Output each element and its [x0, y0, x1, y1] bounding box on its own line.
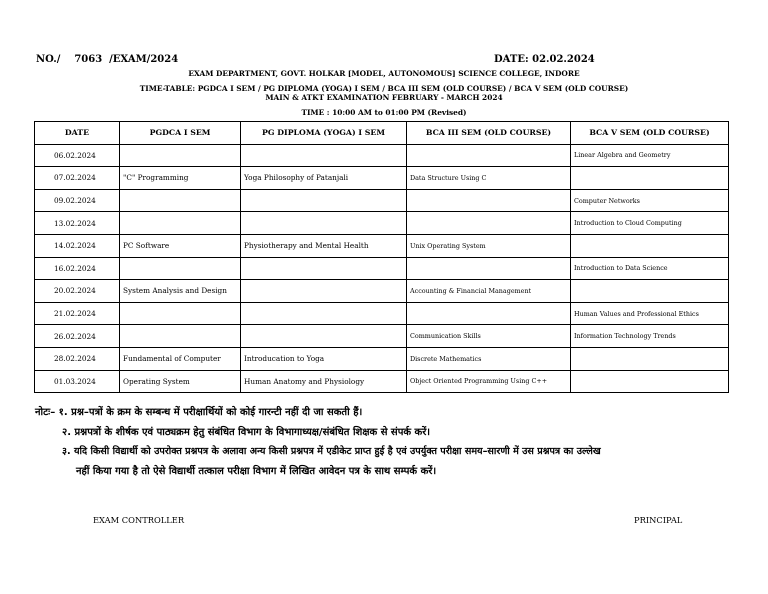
date-cell: 09.02.2024: [35, 189, 120, 212]
exam-time: TIME : 10:00 AM to 01:00 PM (Revised): [301, 108, 467, 117]
date-cell: 28.02.2024: [35, 347, 120, 370]
date-cell: 13.02.2024: [35, 212, 120, 235]
date-cell: 14.02.2024: [35, 234, 120, 257]
table-row: [35, 189, 729, 212]
pgdca-cell: [120, 325, 241, 348]
date-cell: 21.02.2024: [35, 302, 120, 325]
pgdca-cell: Operating System: [120, 370, 241, 393]
date-cell: 16.02.2024: [35, 257, 120, 280]
bca3-cell: Accounting & Financial Management: [407, 280, 571, 303]
timetable-title: TIME-TABLE: PGDCA I SEM / PG DIPLOMA (YOGA) I SEM / BCA III SEM (OLD COURSE) / BCA V SEM (OLD COURSE): [139, 84, 629, 93]
timetable: [34, 121, 729, 393]
bca3-cell: Data Structure Using C: [407, 167, 571, 190]
bca3-cell: [407, 144, 571, 167]
note-line-3: ३. यदि किसी विद्यार्थी को उपरोक्त प्रश्नपत्र के अलावा अन्य किसी प्रश्नपत्र में एडीकेट प्राप्त हुई है एवं उपर्युक्त परीक्षा समय–सारणी में उस प्रश्नपत्र का उल्लेख: [62, 446, 601, 457]
pgdca-cell: [120, 302, 241, 325]
table-row: [35, 212, 729, 235]
reference-number: NO./ 7063 /EXAM/2024: [36, 54, 179, 65]
bca5-cell: [571, 234, 729, 257]
yoga-cell: Introducation to Yoga: [241, 347, 407, 370]
table-row: [35, 257, 729, 280]
bca5-cell: [571, 167, 729, 190]
date-cell: 07.02.2024: [35, 167, 120, 190]
pgdca-cell: [120, 257, 241, 280]
examination-title: MAIN & ATKT EXAMINATION FEBRUARY - MARCH 2024: [265, 93, 503, 102]
pgdca-cell: [120, 212, 241, 235]
table-row: [35, 347, 729, 370]
bca5-cell: [571, 347, 729, 370]
yoga-cell: [241, 280, 407, 303]
date-cell: 26.02.2024: [35, 325, 120, 348]
pgdca-cell: [120, 144, 241, 167]
bca5-cell: Introduction to Cloud Computing: [571, 212, 729, 235]
column-header: DATE: [35, 122, 120, 145]
pgdca-cell: Fundamental of Computer: [120, 347, 241, 370]
exam-controller-signature: EXAM CONTROLLER: [93, 515, 185, 525]
bca5-cell: Introduction to Data Science: [571, 257, 729, 280]
pgdca-cell: PC Software: [120, 234, 241, 257]
department-title: EXAM DEPARTMENT, GOVT. HOLKAR [MODEL, AUTONOMOUS] SCIENCE COLLEGE, INDORE: [188, 69, 580, 78]
yoga-cell: [241, 302, 407, 325]
bca3-cell: [407, 302, 571, 325]
table-row: [35, 167, 729, 190]
document-date: DATE: 02.02.2024: [494, 54, 595, 65]
bca5-cell: [571, 280, 729, 303]
bca5-cell: Information Technology Trends: [571, 325, 729, 348]
column-header: BCA III SEM (OLD COURSE): [407, 122, 571, 145]
bca5-cell: Human Values and Professional Ethics: [571, 302, 729, 325]
bca3-cell: Discrete Mathematics: [407, 347, 571, 370]
table-row: [35, 370, 729, 393]
bca3-cell: Unix Operating System: [407, 234, 571, 257]
table-header-row: [35, 122, 729, 145]
pgdca-cell: System Analysis and Design: [120, 280, 241, 303]
bca3-cell: Object Oriented Programming Using C++: [407, 370, 571, 393]
note-line-1: नोटः– १. प्रश्न–पत्रों के क्रम के सम्बन्ध में परीक्षार्थियों को कोई गारन्टी नहीं दी जा सकती हैं।: [35, 407, 363, 418]
date-cell: 06.02.2024: [35, 144, 120, 167]
yoga-cell: [241, 257, 407, 280]
date-cell: 20.02.2024: [35, 280, 120, 303]
table-row: [35, 325, 729, 348]
bca3-cell: [407, 212, 571, 235]
column-header: BCA V SEM (OLD COURSE): [571, 122, 729, 145]
yoga-cell: [241, 212, 407, 235]
date-cell: 01.03.2024: [35, 370, 120, 393]
pgdca-cell: [120, 189, 241, 212]
yoga-cell: Physiotherapy and Mental Health: [241, 234, 407, 257]
note-line-2: २. प्रश्नपत्रों के शीर्षक एवं पाठ्यक्रम हेतु संबंधित विभाग के विभागाध्यक्ष/संबंधित शिक्षक से संपर्क करें।: [62, 427, 431, 438]
pgdca-cell: "C" Programming: [120, 167, 241, 190]
table-row: [35, 234, 729, 257]
bca5-cell: Computer Networks: [571, 189, 729, 212]
column-header: PG DIPLOMA (YOGA) I SEM: [241, 122, 407, 145]
yoga-cell: [241, 144, 407, 167]
bca5-cell: Linear Algebra and Geometry: [571, 144, 729, 167]
principal-signature: PRINCIPAL: [634, 515, 683, 525]
yoga-cell: Human Anatomy and Physiology: [241, 370, 407, 393]
bca3-cell: [407, 189, 571, 212]
bca3-cell: [407, 257, 571, 280]
yoga-cell: [241, 189, 407, 212]
yoga-cell: [241, 325, 407, 348]
bca5-cell: [571, 370, 729, 393]
table-row: [35, 144, 729, 167]
table-row: [35, 302, 729, 325]
yoga-cell: Yoga Philosophy of Patanjali: [241, 167, 407, 190]
note-line-4: नहीं किया गया है तो ऐसे विद्यार्थी तत्काल परीक्षा विभाग में लिखित आवेदन पत्र के साथ सम्पर्क करें।: [76, 466, 437, 477]
bca3-cell: Communication Skills: [407, 325, 571, 348]
table-row: [35, 280, 729, 303]
column-header: PGDCA I SEM: [120, 122, 241, 145]
